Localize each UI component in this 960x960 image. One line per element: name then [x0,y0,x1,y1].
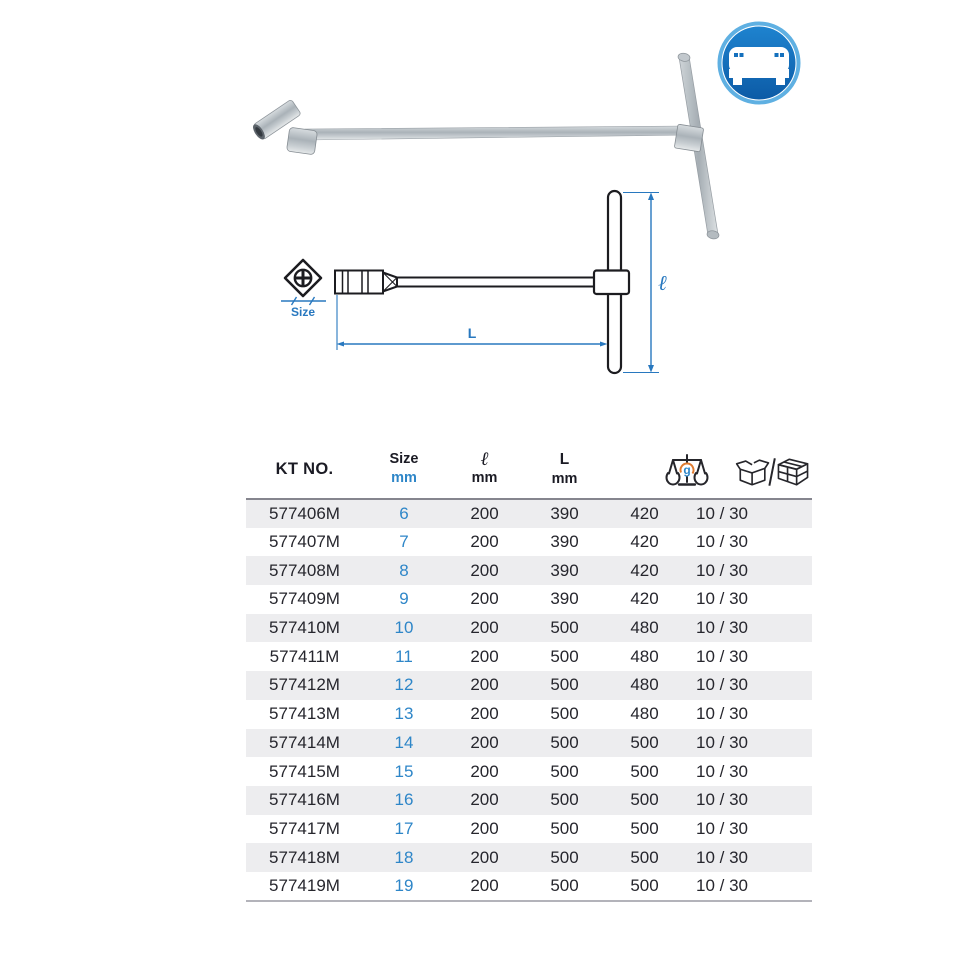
cell-size-mm: 19 [394,875,414,895]
table-row [246,528,812,557]
size-label: Size [290,305,316,319]
table-row [246,729,812,758]
cell-handle-length-mm: 200 [470,560,499,580]
spec-table-body [246,499,812,901]
cell-packing: 10 / 30 [696,675,748,695]
cell-handle-length-mm: 200 [470,790,499,810]
cell-overall-length-mm: 500 [550,761,579,781]
dimension-diagram [270,180,680,385]
cell-packing: 10 / 30 [696,790,748,810]
dim-length-label: L [467,325,477,341]
cell-packing: 10 / 30 [696,503,748,523]
cell-kt-no: 577408M [269,560,340,580]
table-row [246,786,812,815]
wrench-outline [335,191,629,373]
header-overall-length-unit: mm [551,470,578,487]
cell-packing: 10 / 30 [696,532,748,552]
header-handle-length-unit: mm [471,470,498,486]
cell-kt-no: 577415M [269,761,340,781]
cell-packing: 10 / 30 [696,732,748,752]
cell-size-mm: 10 [394,618,414,638]
cell-kt-no: 577412M [269,675,340,695]
cell-overall-length-mm: 500 [550,675,579,695]
cell-overall-length-mm: 500 [550,704,579,724]
cell-weight-g: 480 [630,704,659,724]
cell-handle-length-mm: 200 [470,646,499,666]
cell-overall-length-mm: 500 [550,618,579,638]
header-overall-length-symbol: L [559,451,570,468]
weight-unit-label: g [682,463,691,477]
header-weight [605,445,691,499]
cell-handle-length-mm: 200 [470,704,499,724]
cell-kt-no: 577407M [269,532,340,552]
cell-overall-length-mm: 500 [550,847,579,867]
slash-glyph [769,458,774,485]
cell-packing: 10 / 30 [696,646,748,666]
cell-packing: 10 / 30 [696,818,748,838]
cell-size-mm: 17 [394,818,414,838]
header-size [363,445,445,499]
cell-packing: 10 / 30 [696,589,748,609]
cell-weight-g: 500 [630,818,659,838]
header-overall-length [524,445,605,499]
cell-size-mm: 9 [399,589,409,609]
sliding-collar [674,124,703,152]
cell-handle-length-mm: 200 [470,818,499,838]
table-row [246,499,812,528]
table-row [246,642,812,671]
wrench-shaft [305,126,690,140]
table-row [246,700,812,729]
cell-packing: 10 / 30 [696,847,748,867]
header-kt-no: KT NO. [275,460,334,478]
cell-overall-length-mm: 390 [550,532,579,552]
cell-size-mm: 15 [394,761,414,781]
table-row [246,614,812,643]
cell-packing: 10 / 30 [696,875,748,895]
cell-size-mm: 6 [399,503,409,523]
cell-weight-g: 420 [630,503,659,523]
header-size-unit: mm [391,469,417,486]
table-row [246,815,812,844]
cell-handle-length-mm: 200 [470,675,499,695]
size-dimension-guide [281,297,326,305]
carton-stack-glyph [778,459,807,484]
cell-handle-length-mm: 200 [470,761,499,781]
cell-size-mm: 13 [394,704,414,724]
cell-size-mm: 8 [399,560,409,580]
cell-size-mm: 7 [399,532,409,552]
header-size-title: Size [389,451,419,467]
cell-overall-length-mm: 500 [550,732,579,752]
spec-table [246,445,812,902]
cell-overall-length-mm: 500 [550,646,579,666]
cell-overall-length-mm: 390 [550,589,579,609]
cell-kt-no: 577409M [269,589,340,609]
table-row [246,556,812,585]
cell-handle-length-mm: 200 [470,732,499,752]
cell-size-mm: 14 [394,732,414,752]
table-row [246,671,812,700]
cell-overall-length-mm: 500 [550,875,579,895]
cell-kt-no: 577414M [269,732,340,752]
cell-weight-g: 500 [630,732,659,752]
header-handle-length-symbol: ℓ [480,449,489,470]
cell-weight-g: 480 [630,646,659,666]
cell-packing: 10 / 30 [696,618,748,638]
cell-size-mm: 11 [395,646,413,666]
table-row [246,757,812,786]
cell-weight-g: 480 [630,618,659,638]
table-row [246,585,812,614]
cell-handle-length-mm: 200 [470,532,499,552]
cell-size-mm: 16 [394,790,414,810]
cell-weight-g: 420 [630,532,659,552]
cell-kt-no: 577413M [269,704,340,724]
table-row [246,843,812,872]
cell-packing: 10 / 30 [696,761,748,781]
header-handle-length [445,445,524,499]
cell-weight-g: 480 [630,675,659,695]
dim-handle-label: ℓ [658,271,667,295]
socket-size-symbol [285,260,321,296]
cell-kt-no: 577418M [269,847,340,867]
cell-handle-length-mm: 200 [470,875,499,895]
cell-weight-g: 500 [630,790,659,810]
cell-packing: 10 / 30 [696,704,748,724]
cell-weight-g: 500 [630,875,659,895]
cell-kt-no: 577419M [269,875,340,895]
inner-outer-box-icon [731,452,815,492]
cell-size-mm: 12 [394,675,414,695]
swivel-socket-head [251,99,318,155]
cell-handle-length-mm: 200 [470,589,499,609]
table-row [246,872,812,901]
cell-weight-g: 420 [630,589,659,609]
table-header-row [246,445,812,499]
cell-handle-length-mm: 200 [470,847,499,867]
cell-weight-g: 500 [630,847,659,867]
cell-kt-no: 577416M [269,790,340,810]
cell-overall-length-mm: 390 [550,560,579,580]
cell-overall-length-mm: 500 [550,790,579,810]
cell-kt-no: 577406M [269,503,340,523]
scale-grams-icon [665,450,709,494]
cell-overall-length-mm: 500 [550,818,579,838]
cell-kt-no: 577410M [269,618,340,638]
cell-handle-length-mm: 200 [470,503,499,523]
cell-weight-g: 420 [630,560,659,580]
cell-weight-g: 500 [630,761,659,781]
cell-kt-no: 577417M [269,818,340,838]
dimension-overall-length [337,295,608,350]
cell-overall-length-mm: 390 [550,503,579,523]
cell-size-mm: 18 [394,847,414,867]
cell-kt-no: 577411M [269,646,340,666]
cell-packing: 10 / 30 [696,560,748,580]
cell-handle-length-mm: 200 [470,618,499,638]
